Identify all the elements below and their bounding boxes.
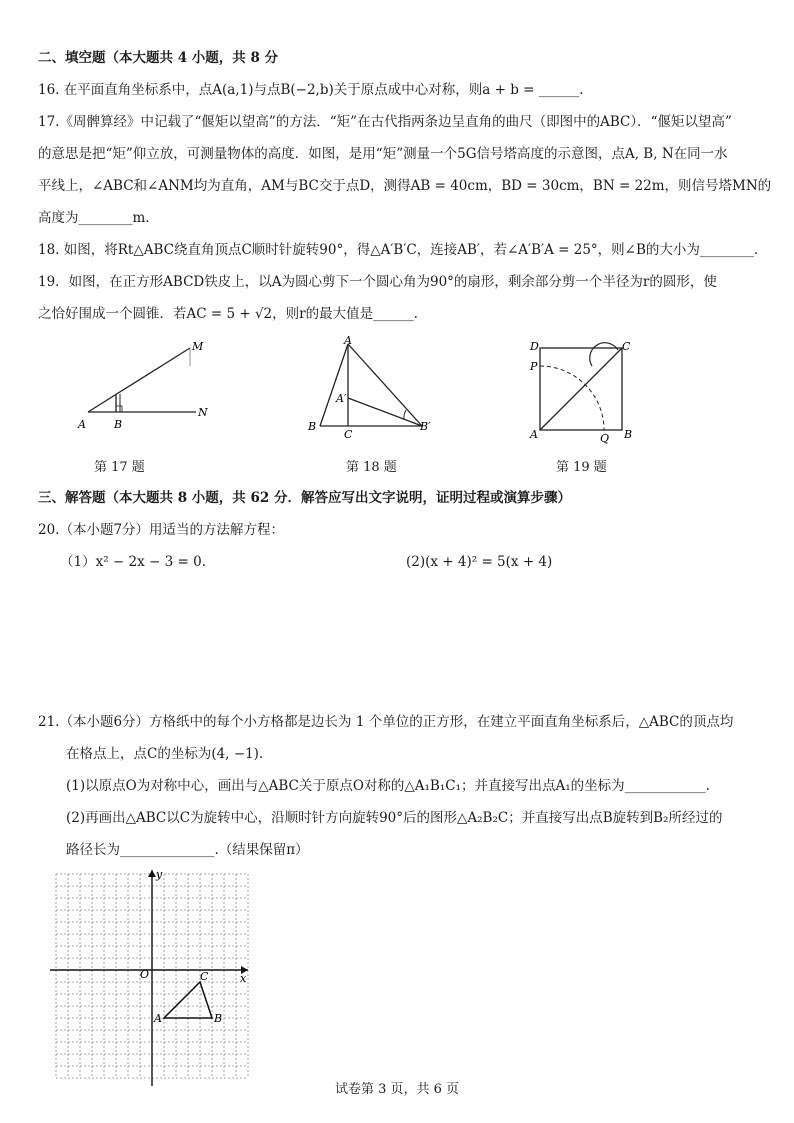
question-21-line-1: 21.（本小题6分）方格纸中的每个小方格都是边长为 1 个单位的正方形，在建立平面直角坐标系后，△ABC的顶点均 xyxy=(38,714,734,730)
question-19-line-2: 之恰好围成一个圆锥．若AC = 5 + √2，则r的最大值是______. xyxy=(38,306,418,322)
grid-label-a: A xyxy=(154,1012,162,1025)
question-21-part-3: 路径长为______________.（结果保留π） xyxy=(66,842,309,858)
page-footer: 试卷第 3 页，共 6 页 xyxy=(334,1082,460,1097)
grid-label-x: x xyxy=(240,972,247,985)
grid-label-o: O xyxy=(140,968,150,981)
question-20-title: 20.（本小题7分）用适当的方法解方程： xyxy=(38,522,285,538)
question-17-line-1: 17.《周髀算经》中记载了“偃矩以望高”的方法．“矩”在古代指两条边呈直角的曲尺（即图中的ABC）．“偃矩以望高” xyxy=(38,114,732,130)
question-20-part-2: (2)(x + 4)² = 5(x + 4) xyxy=(406,554,553,570)
question-21-line-2: 在格点上，点C的坐标为(4, −1). xyxy=(66,746,264,762)
fig18-label-a-prime: A′ xyxy=(336,392,347,405)
coordinate-grid xyxy=(44,866,254,1088)
question-21-part-1: (1)以原点O为对称中心，画出与△ABC关于原点O对称的△A₁B₁C₁；并直接写出点A₁的坐标为____________. xyxy=(66,778,710,794)
section-2-heading: 二、填空题（本大题共 4 小题，共 8 分 xyxy=(38,50,279,66)
figure-17-caption: 第 17 题 xyxy=(94,460,145,475)
figure-18 xyxy=(304,334,444,444)
question-16: 16. 在平面直角坐标系中，点A(a,1)与点B(−2,b)关于原点成中心对称，则a + b = ______. xyxy=(38,82,584,98)
grid-label-c: C xyxy=(200,970,209,983)
fig19-label-d: D xyxy=(530,340,539,353)
question-21-part-2: (2)再画出△ABC以C为旋转中心，沿顺时针方向旋转90°后的图形△A₂B₂C；并直接写出点B旋转到B₂所经过的 xyxy=(66,810,723,826)
fig19-label-a: A xyxy=(530,428,538,441)
question-20-part-1: （1）x² − 2x − 3 = 0. xyxy=(60,554,206,570)
question-17-line-2: 的意思是把“矩”仰立放，可测量物体的高度．如图，是用“矩”测量一个5G信号塔高度的示意图，点A, B, N在同一水 xyxy=(38,146,728,162)
question-17-line-3: 平线上，∠ABC和∠ANM均为直角，AM与BC交于点D，测得AB = 40cm，BD = 30cm，BN = 22m，则信号塔MN的 xyxy=(38,178,772,194)
fig17-label-m: M xyxy=(192,340,204,353)
question-17-line-4: 高度为________m. xyxy=(38,210,150,226)
fig19-label-b: B xyxy=(624,428,633,441)
fig18-label-a: A xyxy=(344,334,352,347)
question-19-line-1: 19．如图，在正方形ABCD铁皮上，以A为圆心剪下一个圆心角为90°的扇形，剩余部分剪一个半径为r的圆形，使 xyxy=(38,274,717,290)
fig19-label-c: C xyxy=(622,340,631,353)
figure-17 xyxy=(74,336,224,436)
fig18-label-b-prime: B′ xyxy=(420,420,431,433)
fig17-label-b: B xyxy=(114,418,123,431)
grid-label-y: y xyxy=(156,868,163,881)
grid-label-b: B xyxy=(214,1012,223,1025)
fig19-label-p: P xyxy=(530,360,538,373)
question-18: 18. 如图，将Rt△ABC绕直角顶点C顺时针旋转90°，得△A′B′C，连接AB′，若∠A′B′A = 25°，则∠B的大小为________. xyxy=(38,242,759,258)
section-3-heading: 三、解答题（本大题共 8 小题，共 62 分．解答应写出文字说明，证明过程或演算步骤） xyxy=(38,490,571,506)
fig18-label-c: C xyxy=(344,428,353,441)
fig18-label-b: B xyxy=(308,420,317,433)
fig17-label-a: A xyxy=(78,418,86,431)
figure-19-caption: 第 19 题 xyxy=(556,460,607,475)
fig17-label-n: N xyxy=(198,406,208,419)
fig19-label-q: Q xyxy=(600,432,610,445)
figure-18-caption: 第 18 题 xyxy=(346,460,397,475)
figure-19 xyxy=(526,340,636,450)
